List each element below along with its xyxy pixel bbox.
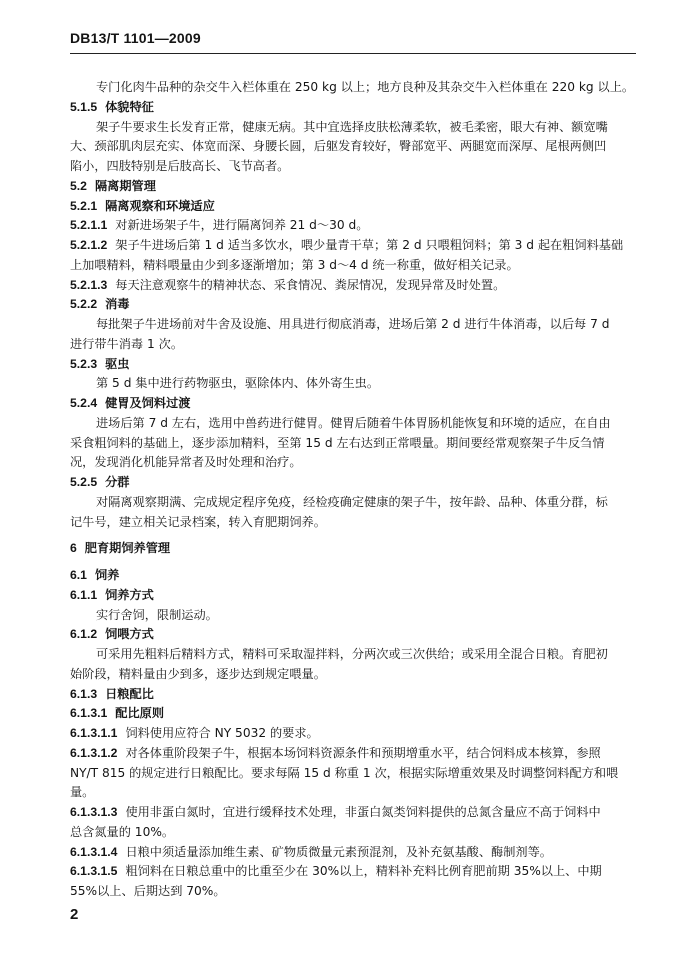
- text-line: 第 5 d 集中进行药物驱虫，驱除体内、体外寄生虫。: [96, 376, 380, 390]
- clause-line: 5.2.1.2 架子牛进场后第 1 d 适当多饮水，喂少量青干草；第 2 d 只喂粗饲料；第 3 d 起在粗饲料基础: [70, 238, 624, 252]
- text-line: 始阶段，精料量由少到多，逐步达到规定喂量。: [70, 667, 326, 681]
- text-line: 对隔离观察期满、完成规定程序免疫，经检疫确定健康的架子牛，按年龄、品种、体重分群，标: [96, 495, 608, 509]
- text-line: 每批架子牛进场前对牛舍及设施、用具进行彻底消毒，进场后第 2 d 进行牛体消毒，以后每 7 d: [96, 317, 610, 331]
- section-heading: 6.1.2 饲喂方式: [70, 627, 154, 641]
- chapter-heading: 6 肥育期饲养管理: [70, 541, 171, 555]
- clause-line: 5.2.1.1 对新进场架子牛，进行隔离饲养 21 d～30 d。: [70, 218, 369, 232]
- clause-line: 6.1.3.1.3 使用非蛋白氮时，宜进行缓释技术处理，非蛋白氮类饲料提供的总氮含量应不高于饲料中: [70, 805, 601, 819]
- clause-line: 5.2.1.3 每天注意观察牛的精神状态、采食情况、粪尿情况，发现异常及时处置。: [70, 278, 506, 292]
- text-line: 进行带牛消毒 1 次。: [70, 337, 184, 351]
- text-line: 实行舍饲，限制运动。: [96, 608, 218, 622]
- text-line: 记牛号，建立相关记录档案，转入育肥期饲养。: [70, 515, 326, 529]
- text-line: 况，发现消化机能异常者及时处理和治疗。: [70, 455, 302, 469]
- text-line: NY/T 815 的规定进行日粮配比。要求每隔 15 d 称重 1 次，根据实际增重效果及时调整饲料配方和喂: [70, 766, 619, 780]
- clause-line: 6.1.3.1.4 日粮中须适量添加维生素、矿物质微量元素预混剂，及补充氨基酸、酶制剂等。: [70, 845, 552, 859]
- text-line: 大、颈部肌肉层充实、体宽而深、身腰长圆，后躯发育较好，臀部宽平、两腿宽而深厚、尾根两侧凹: [70, 139, 607, 153]
- text-line: 总含氮量的 10%。: [70, 825, 175, 839]
- text-line: 进场后第 7 d 左右，选用中兽药进行健胃。健胃后随着牛体胃肠机能恢复和环境的适应，在自由: [96, 416, 611, 430]
- section-heading: 5.2.4 健胃及饲料过渡: [70, 396, 191, 410]
- doc-code: DB13/T 1101—2009: [70, 30, 201, 46]
- section-heading: 6.1.1 饲养方式: [70, 588, 154, 602]
- section-heading: 6.1.3.1 配比原则: [70, 706, 165, 720]
- section-heading: 5.2.1 隔离观察和环境适应: [70, 199, 215, 213]
- section-heading: 5.1.5 体貌特征: [70, 100, 154, 114]
- text-line: 上加喂精料，精料喂量由少到多逐渐增加；第 3 d～4 d 统一称重，做好相关记录。: [70, 258, 519, 272]
- clause-line: 6.1.3.1.5 粗饲料在日粮总重中的比重至少在 30%以上，精料补充料比例育肥前期 35%以上、中期: [70, 864, 602, 878]
- section-heading: 5.2 隔离期管理: [70, 179, 156, 193]
- text-line: 55%以上、后期达到 70%。: [70, 884, 226, 898]
- clause-line: 6.1.3.1.2 对各体重阶段架子牛，根据本场饲料资源条件和预期增重水平，结合饲料成本核算，参照: [70, 746, 601, 760]
- clause-line: 6.1.3.1.1 饲料使用应符合 NY 5032 的要求。: [70, 726, 319, 740]
- section-heading: 5.2.2 消毒: [70, 297, 130, 311]
- section-heading: 6.1.3 日粮配比: [70, 687, 154, 701]
- text-line: 采食粗饲料的基础上，逐步添加精料，至第 15 d 左右达到正常喂量。期间要经常观察架子牛反刍情: [70, 436, 605, 450]
- text-line: 专门化肉牛品种的杂交牛入栏体重在 250 kg 以上；地方良种及其杂交牛入栏体重在 220 kg 以上。: [96, 80, 635, 94]
- text-line: 陷小，四肢特别是后肢高长、飞节高者。: [70, 159, 290, 173]
- page-number: 2: [70, 906, 79, 923]
- section-heading: 6.1 饲养: [70, 568, 120, 582]
- section-heading: 5.2.3 驱虫: [70, 357, 130, 371]
- section-heading: 5.2.5 分群: [70, 475, 130, 489]
- text-line: 架子牛要求生长发育正常，健康无病。其中宜选择皮肤松薄柔软，被毛柔密，眼大有神、额宽嘴: [96, 120, 608, 134]
- text-line: 量。: [70, 785, 95, 799]
- text-line: 可采用先粗料后精料方式，精料可采取湿拌料，分两次或三次供给；或采用全混合日粮。育肥初: [96, 647, 608, 661]
- header-rule: [70, 53, 636, 54]
